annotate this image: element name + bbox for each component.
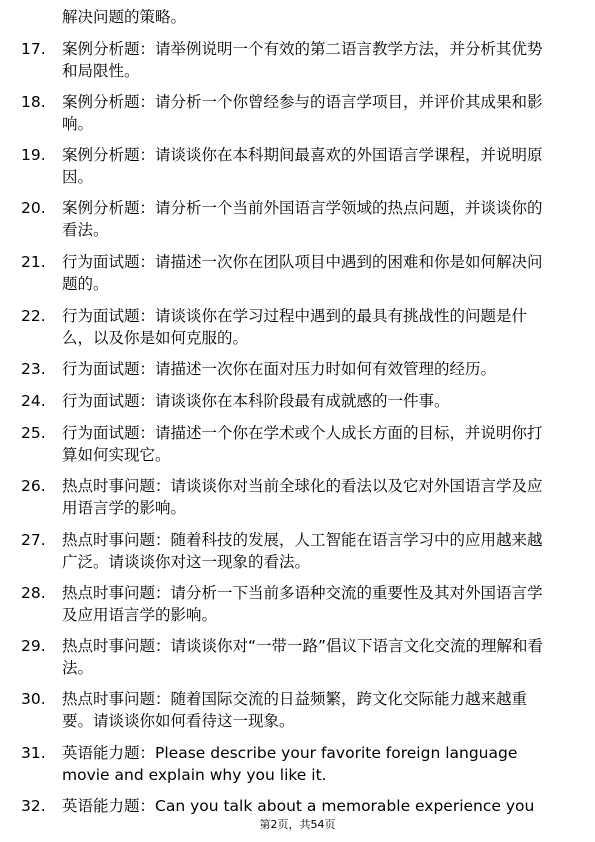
question-item xyxy=(21,688,550,732)
question-text: 案例分析题：请举例说明一个有效的第二语言教学方法，并分析其优势和局限性。 xyxy=(62,40,543,80)
question-item xyxy=(21,582,550,626)
question-number: 22. xyxy=(21,307,46,325)
question-number: 18. xyxy=(21,93,46,111)
question-number: 25. xyxy=(21,424,46,442)
question-text: 热点时事问题：随着科技的发展，人工智能在语言学习中的应用越来越广泛。请谈谈你对这一现象的看法。 xyxy=(62,531,543,571)
question-text: 热点时事问题：请谈谈你对当前全球化的看法以及它对外国语言学及应用语言学的影响。 xyxy=(62,477,543,517)
question-item xyxy=(21,422,550,466)
question-number: 28. xyxy=(21,584,46,602)
question-text: 热点时事问题：请谈谈你对“一带一路”倡议下语言文化交流的理解和看法。 xyxy=(62,637,544,677)
question-number: 20. xyxy=(21,199,46,217)
question-item xyxy=(21,635,550,679)
question-text: 案例分析题：请分析一个你曾经参与的语言学项目，并评价其成果和影响。 xyxy=(62,93,543,133)
question-text: 行为面试题：请描述一次你在面对压力时如何有效管理的经历。 xyxy=(62,360,497,378)
question-number: 24. xyxy=(21,392,46,410)
question-number: 29. xyxy=(21,637,46,655)
question-number: 17. xyxy=(21,40,46,58)
question-list-container xyxy=(21,6,550,817)
question-number: 21. xyxy=(21,253,46,271)
question-text: 英语能力题：Can you talk about a memorable experience you xyxy=(62,797,535,815)
question-item xyxy=(21,91,550,135)
question-text: 行为面试题：请谈谈你在学习过程中遇到的最具有挑战性的问题是什么，以及你是如何克服的。 xyxy=(62,307,528,347)
question-item xyxy=(21,358,550,380)
question-number: 30. xyxy=(21,690,46,708)
continuation-text: 解决问题的策略。 xyxy=(62,8,187,26)
question-item xyxy=(21,197,550,241)
question-item xyxy=(21,390,550,412)
question-text: 热点时事问题：随着国际交流的日益频繁，跨文化交际能力越来越重要。请谈谈你如何看待这一现象。 xyxy=(62,690,528,730)
question-number: 32. xyxy=(21,797,46,815)
question-number: 23. xyxy=(21,360,46,378)
question-text: 热点时事问题：请分析一下当前多语种交流的重要性及其对外国语言学及应用语言学的影响。 xyxy=(62,584,543,624)
question-item xyxy=(21,742,550,786)
question-item xyxy=(21,475,550,519)
question-item xyxy=(21,144,550,188)
question-number: 26. xyxy=(21,477,46,495)
question-text: 案例分析题：请谈谈你在本科期间最喜欢的外国语言学课程，并说明原因。 xyxy=(62,146,543,186)
question-item xyxy=(21,529,550,573)
question-number: 27. xyxy=(21,531,46,549)
question-item xyxy=(21,305,550,349)
question-number: 31. xyxy=(21,744,46,762)
page-footer: 第2页，共54页 xyxy=(259,818,336,831)
question-item xyxy=(21,38,550,82)
question-number: 19. xyxy=(21,146,46,164)
question-list xyxy=(21,38,550,817)
question-text: 行为面试题：请描述一个你在学术或个人成长方面的目标，并说明你打算如何实现它。 xyxy=(62,424,543,464)
question-text: 行为面试题：请谈谈你在本科阶段最有成就感的一件事。 xyxy=(62,392,450,410)
question-text: 英语能力题：Please describe your favorite foreign language movie and explain why you like it. xyxy=(62,744,518,784)
question-text: 案例分析题：请分析一个当前外国语言学领域的热点问题，并谈谈你的看法。 xyxy=(62,199,543,239)
question-item xyxy=(21,795,550,817)
question-item xyxy=(21,251,550,295)
question-text: 行为面试题：请描述一次你在团队项目中遇到的困难和你是如何解决问题的。 xyxy=(62,253,543,293)
